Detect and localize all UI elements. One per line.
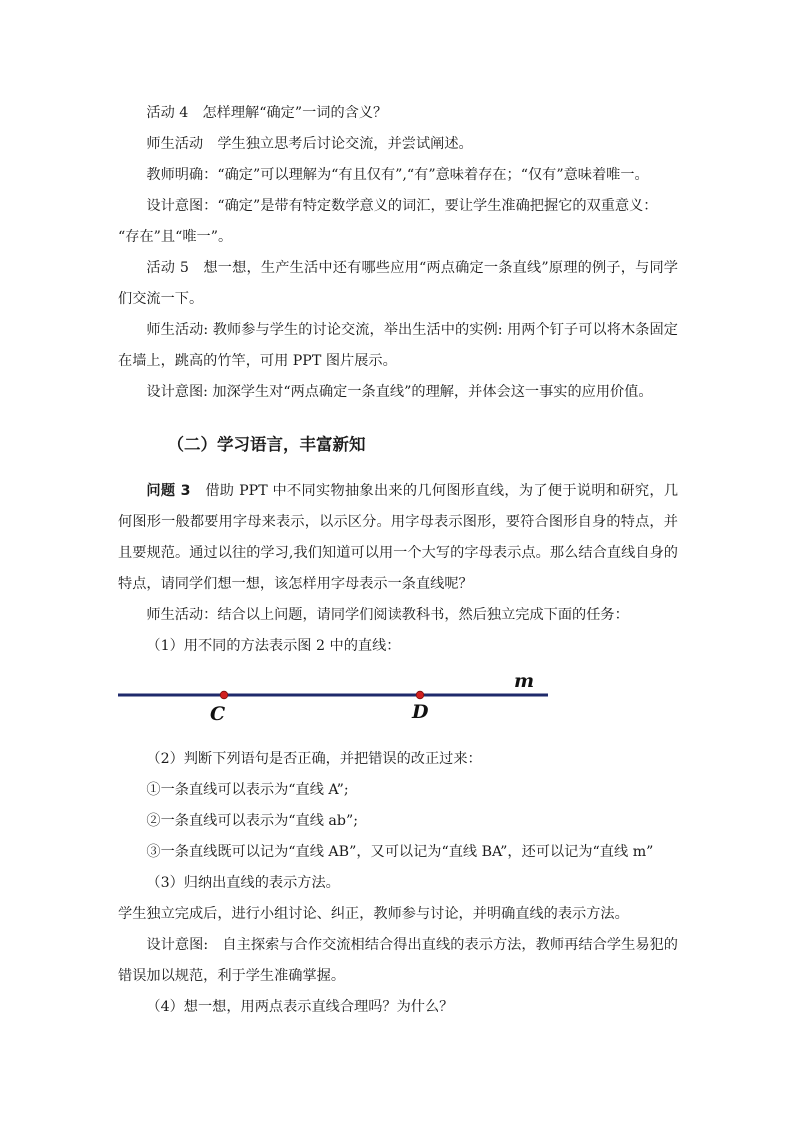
document-body (118, 98, 678, 1023)
problem3-label: 问题 3 (146, 483, 191, 499)
problem3-text: 借助 PPT 中不同实物抽象出来的几何图形直线，为了便于说明和研究，几何图形一般都要用字母来表示，以示区分。用字母表示图形，要符合图形自身的特点，并且要规范。通过以往的学习,我们知道可以用一个大写的字母表示点。那么结合直线自身的特点，请同学们想一想，该怎样用字母表示一条直线呢？ (118, 483, 679, 592)
task1: （1）用不同的方法表示图 2 中的直线： (146, 638, 401, 654)
point-label-c: C (210, 703, 226, 725)
statement-3: ③一条直线既可以记为“直线 AB”，又可以记为“直线 BA”，还可以记为“直线 m” (146, 844, 654, 860)
task4: （4）想一想，用两点表示直线合理吗？为什么？ (146, 999, 454, 1015)
activity5-teacher-student: 师生活动: 教师参与学生的讨论交流，举出生活中的实例: 用两个钉子可以将木条固定在墙上，跳高的竹竿，可用 PPT 图片展示。 (118, 322, 678, 369)
statement-2: ②一条直线可以表示为“直线 ab”; (146, 813, 358, 829)
problem3-paragraph (118, 476, 678, 600)
activity-intro: 师生活动：结合以上问题，请同学们阅读教科书，然后独立完成下面的任务： (146, 607, 629, 623)
activity5-question: 活动 5 想一想，生产生活中还有哪些应用“两点确定一条直线”原理的例子，与同学们交流一下。 (118, 260, 678, 307)
activity4-design-intent-cont: “存在”且“唯一”。 (118, 229, 233, 245)
activity4-design-intent: 设计意图：“确定”是带有特定数学意义的词汇，要让学生准确把握它的双重意义： (146, 198, 658, 214)
point-label-d: D (412, 701, 429, 723)
task3: （3）归纳出直线的表示方法。 (146, 875, 340, 891)
activity4-teacher-student: 师生活动 学生独立思考后讨论交流，并尝试阐述。 (146, 136, 473, 152)
activity4-teacher-clarify: 教师明确：“确定”可以理解为“有且仅有”,“有”意味着存在；“仅有”意味着唯一。 (146, 167, 649, 183)
point-d-marker (416, 691, 424, 699)
task2: （2）判断下列语句是否正确，并把错误的改正过来： (146, 751, 482, 767)
activity4-question: 活动 4 怎样理解“确定”一词的含义？ (146, 105, 388, 121)
line-figure (118, 668, 678, 740)
point-c-marker (220, 691, 228, 699)
group-discussion: 学生独立完成后，进行小组讨论、纠正，教师参与讨论，并明确直线的表示方法。 (118, 906, 629, 922)
activity5-design-intent: 设计意图: 加深学生对“两点确定一条直线”的理解，并体会这一事实的应用价值。 (146, 384, 653, 400)
line-label-m: m (514, 670, 535, 692)
final-design-intent: 设计意图: 自主探索与合作交流相结合得出直线的表示方法，教师再结合学生易犯的错误加以规范，利于学生准确掌握。 (118, 937, 678, 984)
section-heading: （二）学习语言，丰富新知 (167, 435, 366, 454)
line-figure-svg (78, 668, 558, 740)
statement-1: ①一条直线可以表示为“直线 A”; (146, 782, 349, 798)
